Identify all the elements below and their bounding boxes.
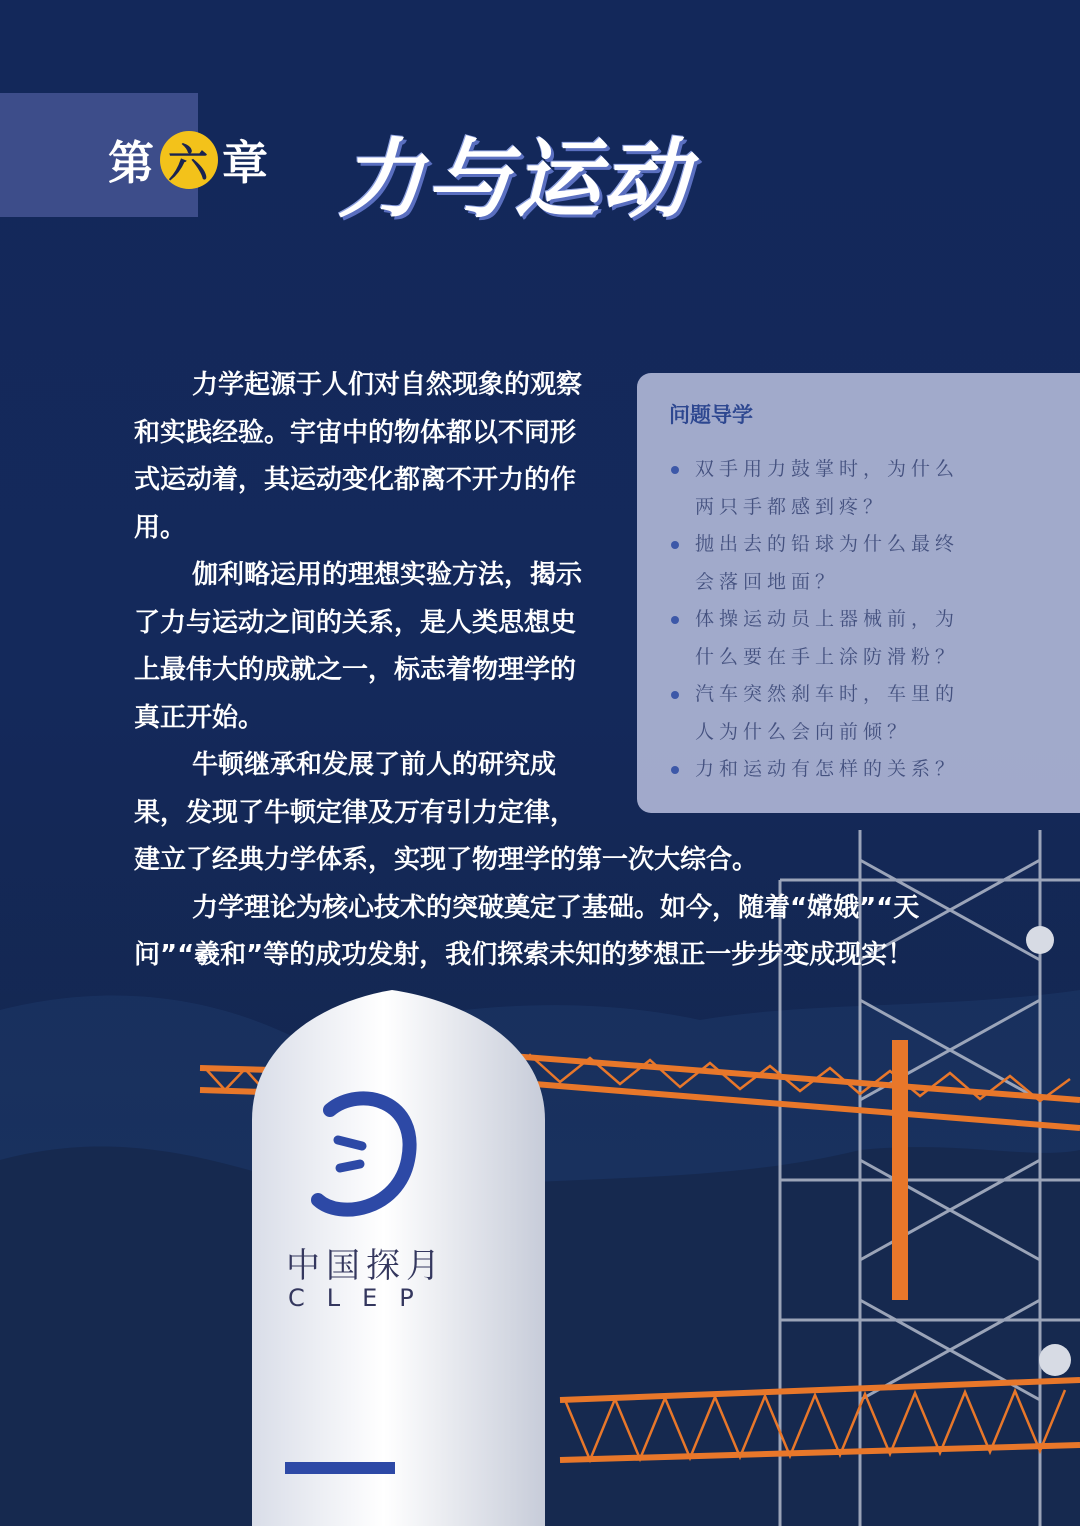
satellite-dish-lower <box>1039 1344 1071 1376</box>
question-text: 抛出去的铅球为什么最终会落回地面？ <box>695 533 960 593</box>
chapter-label <box>108 120 270 200</box>
intro-paragraph-3 <box>134 742 964 885</box>
intro-paragraph-2: 伽利略运用的理想实验方法，揭示了力与运动之间的关系，是人类思想史上最伟大的成就之一，标志着物理学的真正开始。 <box>134 560 583 733</box>
clep-logo-subtext: CLEP <box>288 1284 436 1312</box>
intro-paragraph-3-part: 建立了经典力学体系，实现了物理学的第一次大综合。 <box>134 845 759 875</box>
satellite-dish <box>1026 926 1054 954</box>
chapter-suffix: 章 <box>222 136 270 190</box>
question-guide-title: 问题导学 <box>669 403 753 427</box>
intro-paragraph-1: 力学起源于人们对自然现象的观察和实践经验。宇宙中的物体都以不同形式运动着，其运动变化都离不开力的作用。 <box>134 370 583 543</box>
question-text: 汽车突然刹车时，车里的人为什么会向前倾？ <box>695 683 960 743</box>
chapter-prefix: 第 <box>108 136 156 190</box>
chapter-introduction <box>134 362 964 980</box>
intro-paragraph-4: 力学理论为核心技术的突破奠定了基础。如今，随着“嫦娥”“天问”“羲和”等的成功发射，我们探索未知的梦想正一步步变成现实！ <box>134 892 920 970</box>
chapter-title: 力与运动 <box>338 130 690 230</box>
crane-mast <box>892 1040 908 1300</box>
question-text: 双手用力鼓掌时，为什么两只手都感到疼？ <box>695 458 960 518</box>
rocket-stripe <box>285 1462 395 1474</box>
question-text: 体操运动员上器械前，为什么要在手上涂防滑粉？ <box>695 608 960 668</box>
intro-paragraph-3-part: 牛顿继承和发展了前人的研究成果，发现了牛顿定律及万有引力定律， <box>134 750 577 828</box>
clep-logo-text: 中国探月 <box>286 1246 446 1286</box>
chapter-number-badge: 六 <box>160 131 218 189</box>
question-text: 力和运动有怎样的关系？ <box>695 758 960 780</box>
